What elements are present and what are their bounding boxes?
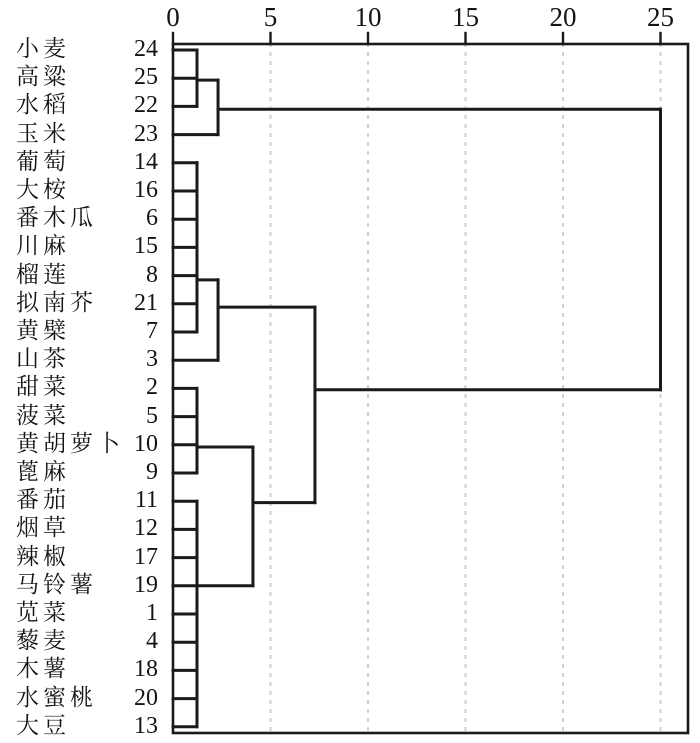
- leaf-id: 12: [134, 515, 158, 542]
- axis-tick-label: 20: [549, 2, 577, 32]
- leaf-id: 14: [134, 148, 158, 175]
- leaf-label: 木薯: [16, 656, 70, 682]
- leaf-id: 5: [146, 402, 158, 429]
- leaf-id: 18: [134, 656, 158, 683]
- axis-tick-label: 0: [166, 2, 180, 32]
- leaf-label: 大桉: [16, 177, 70, 202]
- leaf-row: [0, 712, 162, 740]
- leaf-label: 辣椒: [16, 543, 70, 569]
- leaf-id: 3: [146, 346, 158, 373]
- leaf-label: 葡萄: [16, 148, 70, 174]
- leaf-label: 小麦: [16, 36, 70, 61]
- axis-tick-label: 25: [647, 2, 674, 32]
- leaf-id: 2: [146, 374, 158, 401]
- leaf-row: [0, 120, 162, 148]
- leaf-row: [0, 63, 162, 91]
- leaf-label: 高粱: [16, 64, 70, 90]
- leaf-id: 8: [146, 261, 158, 288]
- leaf-row: [0, 148, 162, 176]
- leaf-label: 山茶: [16, 346, 70, 372]
- leaf-id: 9: [146, 459, 158, 485]
- leaf-label: 甜菜: [16, 374, 70, 400]
- leaf-id: 6: [146, 205, 158, 232]
- leaf-row: [0, 232, 162, 260]
- axis-tick-label: 5: [263, 2, 278, 32]
- leaf-id: 17: [134, 543, 158, 570]
- leaf-id: 10: [134, 430, 158, 457]
- leaf-row: [0, 261, 162, 289]
- leaf-label: 黄胡萝卜: [16, 430, 124, 456]
- leaf-id: 20: [134, 684, 158, 711]
- leaf-id: 1: [146, 600, 158, 626]
- leaf-row: [0, 486, 162, 514]
- leaf-row: [0, 599, 162, 627]
- leaf-id: 22: [134, 92, 158, 119]
- leaf-label: 烟草: [16, 515, 70, 541]
- leaf-row: [0, 204, 162, 232]
- leaf-id: 24: [134, 36, 158, 62]
- leaf-id: 4: [146, 628, 158, 655]
- leaf-label: 水稻: [16, 92, 70, 118]
- leaf-label: 番木瓜: [16, 205, 97, 231]
- leaf-row: [0, 176, 162, 204]
- leaf-id: 23: [134, 120, 158, 147]
- leaf-id: 11: [134, 487, 158, 514]
- leaf-label: 拟南芥: [16, 289, 97, 315]
- leaf-row: [0, 373, 162, 401]
- leaf-row: [0, 317, 162, 345]
- leaf-label: 菠菜: [16, 402, 70, 428]
- leaf-id: 16: [134, 177, 158, 203]
- leaf-row: [0, 571, 162, 599]
- leaf-id: 21: [134, 289, 158, 316]
- leaf-id: 25: [134, 64, 158, 91]
- leaf-row: [0, 35, 162, 63]
- leaf-row: [0, 627, 162, 655]
- leaf-row: [0, 655, 162, 683]
- leaf-row: [0, 514, 162, 542]
- leaf-label: 大豆: [16, 712, 70, 738]
- axis-tick-label: 15: [452, 2, 479, 32]
- leaf-row: [0, 402, 162, 430]
- leaf-row: [0, 91, 162, 119]
- leaf-label: 苋菜: [16, 600, 70, 625]
- axis-tick-label: 10: [354, 2, 382, 32]
- leaf-label: 马铃薯: [16, 571, 97, 597]
- leaf-label: 番茄: [16, 487, 70, 513]
- leaf-label: 玉米: [16, 120, 70, 146]
- leaf-row: [0, 345, 162, 373]
- leaf-label: 水蜜桃: [16, 684, 97, 710]
- leaf-label: 藜麦: [16, 628, 70, 654]
- leaf-label: 黄檗: [16, 318, 70, 343]
- leaf-id: 19: [134, 571, 158, 598]
- leaf-id: 13: [134, 712, 158, 739]
- leaf-label: 榴莲: [16, 261, 70, 287]
- leaf-row: [0, 684, 162, 712]
- leaf-label: 川麻: [16, 233, 70, 259]
- leaf-row: [0, 289, 162, 317]
- leaf-id: 15: [134, 233, 158, 260]
- leaf-label: 蓖麻: [16, 459, 70, 484]
- leaf-row: [0, 430, 162, 458]
- leaf-id: 7: [146, 318, 158, 344]
- leaf-row: [0, 458, 162, 486]
- leaf-row: [0, 543, 162, 571]
